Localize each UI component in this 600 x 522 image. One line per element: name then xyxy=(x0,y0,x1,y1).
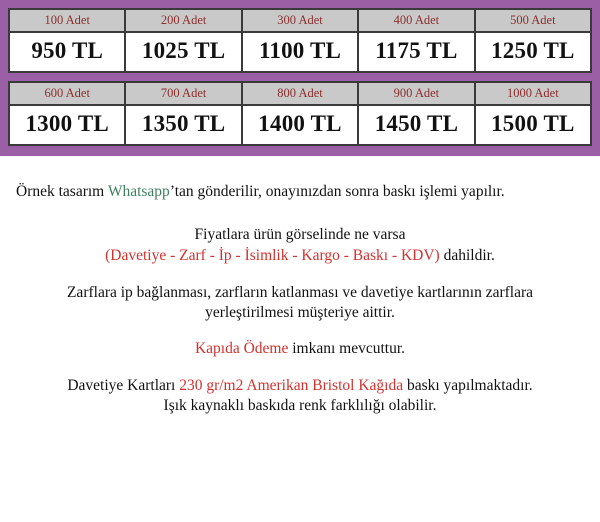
price-row xyxy=(8,81,592,146)
quantity-label: 700 Adet xyxy=(126,83,240,106)
price-column xyxy=(126,10,242,71)
note-text: baskı yapılmaktadır. xyxy=(403,376,533,394)
price-value: 950 TL xyxy=(10,33,124,71)
price-column xyxy=(10,83,126,144)
price-value: 1175 TL xyxy=(359,33,473,71)
note-text: Fiyatlara ürün görselinde ne varsa xyxy=(194,225,406,243)
quantity-label: 200 Adet xyxy=(126,10,240,33)
price-column xyxy=(126,83,242,144)
paper-highlight: 230 gr/m2 Amerikan Bristol Kağıda xyxy=(179,376,404,394)
note-text: yerleştirilmesi müşteriye aittir. xyxy=(205,303,395,321)
note-text: dahildir. xyxy=(439,246,495,264)
quantity-label: 400 Adet xyxy=(359,10,473,33)
quantity-label: 600 Adet xyxy=(10,83,124,106)
price-value: 1250 TL xyxy=(476,33,590,71)
note-text: Örnek tasarım xyxy=(16,183,108,200)
quantity-label: 300 Adet xyxy=(243,10,357,33)
quantity-label: 100 Adet xyxy=(10,10,124,33)
whatsapp-highlight: Whatsapp xyxy=(107,183,170,200)
note-text: Işık kaynaklı baskıda renk farklılığı olabilir. xyxy=(163,397,437,415)
quantity-label: 500 Adet xyxy=(476,10,590,33)
price-value: 1450 TL xyxy=(359,106,473,144)
note-included xyxy=(12,225,588,267)
price-column xyxy=(476,10,590,71)
price-value: 1025 TL xyxy=(126,33,240,71)
note-text: Zarflara ip bağlanması, zarfların katlanması ve davetiye kartlarının zarflara xyxy=(66,283,534,301)
quantity-label: 1000 Adet xyxy=(476,83,590,106)
price-value: 1400 TL xyxy=(243,106,357,144)
note-cash-on-delivery xyxy=(12,339,588,360)
note-text: Davetiye Kartları xyxy=(67,376,180,394)
note-text: ’tan gönderilir, onayınızdan sonra baskı işlemi yapılır. xyxy=(169,183,505,200)
quantity-label: 900 Adet xyxy=(359,83,473,106)
price-column xyxy=(243,83,359,144)
note-customer-responsibility xyxy=(12,283,588,323)
note-paper-spec xyxy=(12,376,588,416)
notes-section xyxy=(0,156,600,416)
price-column xyxy=(476,83,590,144)
cash-on-delivery-highlight: Kapıda Ödeme xyxy=(194,340,289,358)
included-items-highlight: (Davetiye - Zarf - İp - İsimlik - Kargo - Baskı - KDV) xyxy=(105,246,440,264)
price-value: 1100 TL xyxy=(243,33,357,71)
price-value: 1350 TL xyxy=(126,106,240,144)
quantity-label: 800 Adet xyxy=(243,83,357,106)
price-value: 1300 TL xyxy=(10,106,124,144)
price-row xyxy=(8,8,592,73)
price-column xyxy=(359,10,475,71)
note-whatsapp xyxy=(12,182,588,203)
price-table-panel xyxy=(0,0,600,156)
price-column xyxy=(243,10,359,71)
note-text: imkanı mevcuttur. xyxy=(288,340,406,358)
price-value: 1500 TL xyxy=(476,106,590,144)
price-column xyxy=(10,10,126,71)
price-column xyxy=(359,83,475,144)
note-line-paper xyxy=(12,376,588,396)
